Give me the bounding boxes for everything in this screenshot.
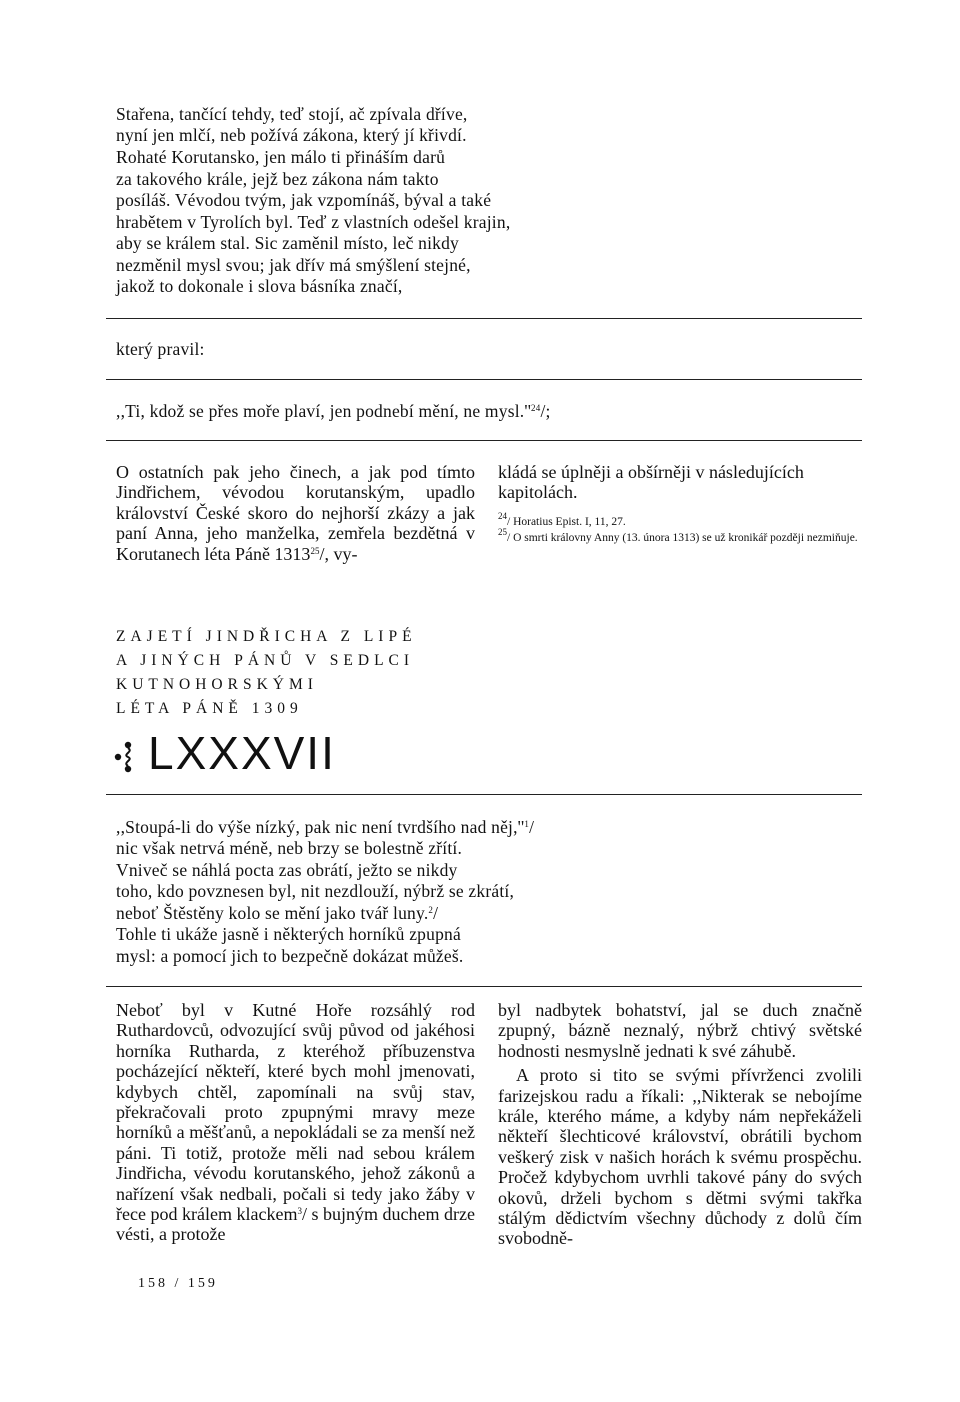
poem-line: ,,Stoupá-li do výše nízký, pak nic není tvrdšího nad $něj,''^1/$ <box>116 817 535 837</box>
poem-line: nic však netrvá méně, neb brzy se bolestně zřítí. <box>116 838 463 858</box>
chapter-title-line: KUTNOHORSKÝMI <box>116 676 318 693</box>
chapter-title-line: LÉTA PÁNĚ 1309 <box>116 700 303 717</box>
divider <box>106 794 862 795</box>
poem-line: Rohaté Korutansko, jen málo ti přináším darů <box>116 147 446 167</box>
poem-line: hrabětem v Tyrolích byl. Teď z vlastních odešel krajin, <box>116 212 511 232</box>
footnotes <box>498 511 862 548</box>
divider <box>106 440 862 441</box>
paragraph: byl nadbytek bohatství, jal se duch značně zpupný, bázně neznalý, nýbrž chtivý světské hodnosti nesmyslně jednati k své záhubě. <box>498 1000 862 1061</box>
left-column-paragraph: O ostatních pak jeho činech, a jak pod tímto Jindřichem, vévodou korutanským, upadlo království České skoro do nejhorší zkázy a jak paní Anna, jeho manželka, zemřela bezdětná v Korutanech léta Páně 1313$^{25}$/, vy- <box>116 462 475 564</box>
poem-line: posíláš. Vévodou tvým, jak vzpomínáš, býval a také <box>116 190 492 210</box>
poem-line: Stařena, tančící tehdy, teď stojí, ač zpívala dříve, <box>116 104 468 124</box>
poem-line: toho, kdo povznesen byl, nit nezdlouží, nýbrž se zkrátí, <box>116 881 515 901</box>
chapter-title-line: ZAJETÍ JINDŘICHA Z LIPÉ <box>116 628 417 645</box>
paragraph: A proto si tito se svými přívrženci zvolili farizejskou radu a říkali: ,,Nikterak se nebojíme krále, kterého máme, a kdyby nám nepřekáželi někteří šlechticové království, obrátili bychom veškerý zisk v našich horách k svému prospěchu. Pročež kdybychom uvrhli takové pány do svých okovů, drželi bychom s dětmi svými takřka stálým dědictvím všechny důchody z dolů čím svobodně- <box>498 1065 862 1249</box>
poem-line: jakož to dokonale i slova básníka značí, <box>116 276 403 296</box>
divider <box>106 379 862 380</box>
footnote: $^{25}$/ O smrti královny Anny (13. února 1313) se už kronikář později nezmiňuje. <box>498 527 858 544</box>
divider <box>106 318 862 319</box>
chapter-title-line: A JINÝCH PÁNŮ V SEDLCI <box>116 652 415 669</box>
page-number: 158 / 159 <box>138 1276 218 1291</box>
left-column-paragraph: Neboť byl v Kutné Hoře rozsáhlý rod Ruthardovců, odvozující svůj původ od jakéhosi horníka Rutharda, z kteréhož příbuzenstva pocházející někteří, které bych mohl jmenovati, kdybych chtěl, zapomínali na svůj stav, překračovali proto zpupnými mravy meze horníků a měšťanů, a nepokládali se za menší než páni. Ti totiž, protože měli nad sebou králem Jindřicha, vévodu korutanského, jehož zákonů a nařízení však nedbali, počali si tedy jako žáby v řece pod králem klackem$^3$/ s bujným duchem drze vésti, a protože <box>116 1000 476 1245</box>
divider <box>106 986 862 987</box>
quote-line: ,,Ti, kdož se přes moře plaví, jen podnebí mění, ne $mysl.''^{24}/$; <box>116 401 551 421</box>
poem-line: za takového krále, jejž bez zákona nám takto <box>116 169 439 189</box>
poem-line: mysl: a pomocí jich to bezpečně dokázat můžeš. <box>116 946 464 966</box>
poem-line: Tohle ti ukáže jasně i některých horníků zpupná <box>116 924 461 944</box>
right-column-paragraphs <box>498 1000 862 1249</box>
footnote: $^{24}$/ Horatius Epist. I, 11, 27. <box>498 511 626 528</box>
chapter-number: LXXXVII <box>148 727 336 779</box>
right-column-paragraph: kládá se úplněji a obšírněji v následujících kapitolách. <box>498 462 804 503</box>
poem-line: neboť Štěstěny kolo se mění jako tvář luny.$^2$/ <box>116 903 439 923</box>
said-line: který pravil: <box>116 339 205 359</box>
poem-line: aby se králem stal. Sic zaměnil místo, leč nikdy <box>116 233 459 253</box>
poem-line: nyní jen mlčí, neb požívá zákona, který jí křivdí. <box>116 125 467 145</box>
ornament-icon <box>114 738 136 776</box>
poem-line: nezměnil mysl svou; jak dřív má smýšlení stejné, <box>116 255 471 275</box>
poem-line: Vniveč se náhlá pocta zas obrátí, ježto se nikdy <box>116 860 458 880</box>
